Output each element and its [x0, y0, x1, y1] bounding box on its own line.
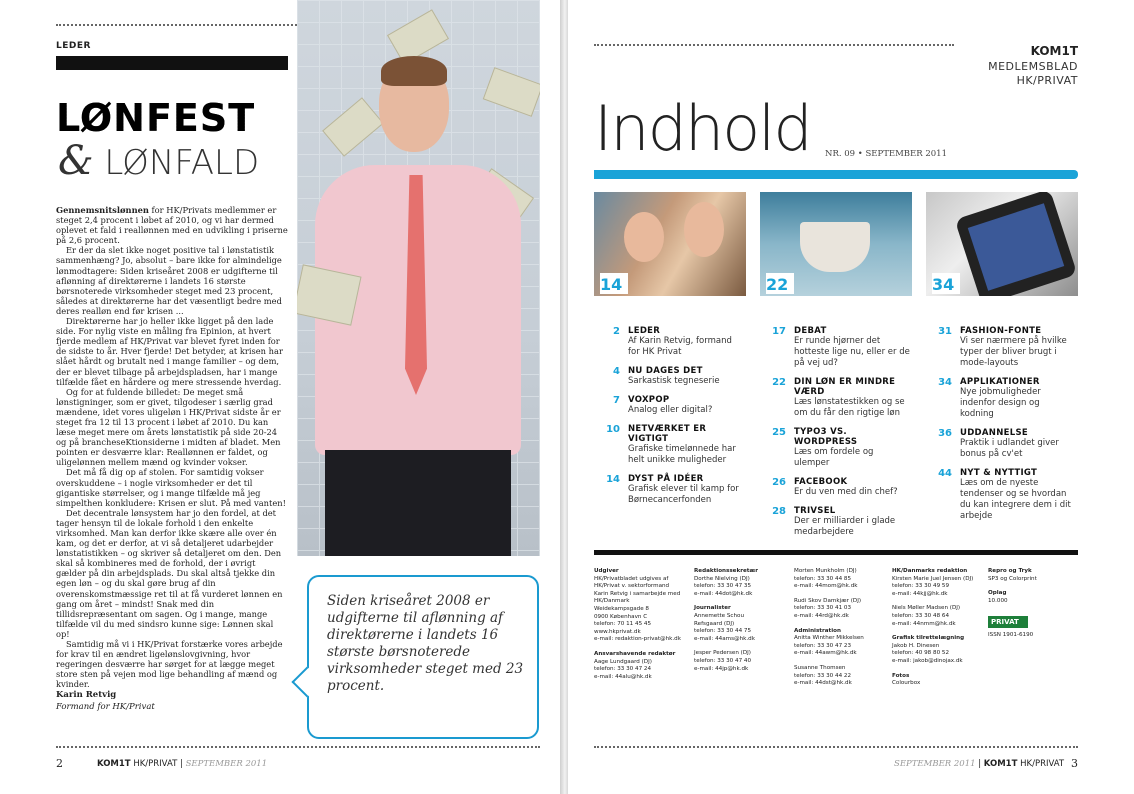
colophon-heading: HK/Danmarks redaktion — [892, 568, 968, 574]
colophon-heading: Journalister — [694, 605, 731, 612]
colophon-line: telefon: 70 11 45 45 — [594, 621, 652, 628]
colophon-line: telefon: 33 30 44 75 — [694, 628, 752, 635]
pull-quote — [307, 575, 539, 739]
colophon-line: Dorthe Nielving (DJ) — [694, 575, 750, 582]
toc-item[interactable]: 36 UDDANNELSE Praktik i udlandet giver bonus på cv'et — [938, 428, 1059, 459]
page-number: 3 — [1071, 757, 1078, 770]
toc-item[interactable]: 31 FASHION-FONTE Vi ser nærmere på hvilke typer der bliver brugt i mode-layouts — [938, 326, 1067, 368]
colophon-line: Morten Munkholm (DJ) — [794, 568, 857, 574]
colophon-line: SP3 og Colorprint — [988, 575, 1037, 582]
colophon-heading: Fotos — [892, 672, 910, 679]
colophon-line: Rudi Skov Damkjær (DJ) — [794, 597, 862, 604]
running-footer: KOM1T HK/PRIVAT | SEPTEMBER 2011 — [97, 759, 268, 769]
paragraph: Det må få dig op af stolen. For samtidig vokser overskuddene – i nogle virksomheder er det til gigantiske størrelser, og i mange tilfælde må jeg simpelthen konkludere: Krisen er slut. På med vanten! — [56, 467, 286, 508]
toc-item[interactable]: 44 NYT & NYTTIGT Læs om de nyeste tendenser og se hvordan du kan integrere dem i dit arbejde — [938, 468, 1071, 521]
paragraph: Samtidig må vi i HK/Privat forstærke vores arbejde for krav til en ændret ligelønslovgivning, hvor regeringen desværre har sørget for at lægge meget store sten på vejen mod lige behandling af mænd og kvinder. — [56, 639, 283, 690]
right-page — [568, 0, 1134, 794]
colophon-line: Colourbox — [892, 680, 921, 687]
thumbnail-page-number: 34 — [932, 273, 960, 294]
paragraph: Direktørerne har jo heller ikke ligget på den lade side. For nylig viste en måling fra Epinion, at hvert fjerde medlem af HK/Privat var blevet fyret inden for de sidste to år. Hver fjerde! Det betyder, at krisen har slået hårdt og brutalt ned i mange familier – og dem, der er blevet tilbage på arbejdspladsen, har i mange tilfælde fået en hårdere og mere stressende hverdag. — [56, 316, 283, 387]
colophon-heading: Administration — [794, 627, 841, 634]
toc-item[interactable]: 26 FACEBOOK Er du ven med din chef? — [772, 477, 898, 497]
colophon-column — [988, 568, 1080, 640]
hk-privat-logo: PRIVAT — [988, 616, 1028, 628]
colophon-line: HK/Privat v. sektorformand — [594, 583, 670, 590]
colophon-line: Jakob H. Dinesen — [892, 642, 940, 649]
colophon-line: e-mail: 44jp@hk.dk — [694, 665, 749, 672]
paragraph: Gennemsnitslønnen for HK/Privats medlemmer er steget 2,4 procent i løbet af 2010, og vi har dermed oplevet et fald i reallønnen med en udvikling i priserne på 2,6 procent. — [56, 205, 288, 246]
colophon-line: e-mail: 44mom@hk.dk — [794, 583, 858, 590]
colophon-heading: Oplag — [988, 590, 1007, 597]
colophon-line: e-mail: 44dst@hk.dk — [794, 680, 852, 687]
toc-item[interactable]: 7 VOXPOP Analog eller digital? — [613, 395, 713, 415]
toc-item[interactable]: 2 LEDER Af Karin Retvig, formand for HK Privat — [613, 326, 732, 357]
paragraph: Og for at fuldende billedet: De meget små lønstigninger, som er givet, tilgodeser i særlig grad mændene, idet vores uligeløn i HK/Privat sidste år er steget fra 12 til 13 procent i løbet af 2010. Du kan læse meget mere om årets lønstatistik på side 20-24 og på brancheseKtionsiderne i midten af bladet. Men pointen er desværre klar: Reallønnen er faldet, og uligelønnen mellem mænd og kvinder vokser. — [56, 386, 281, 468]
magazine-publisher: HK/PRIVAT — [1016, 74, 1078, 87]
colophon-line: www.hkprivat.dk — [594, 628, 641, 635]
colophon-line: telefon: 33 30 41 03 — [794, 605, 852, 612]
colophon-line: 0900 København C — [594, 613, 648, 620]
signature-role: Formand for HK/Privat — [56, 702, 155, 712]
colophon-line: telefon: 33 30 44 22 — [794, 672, 852, 679]
colophon-line: e-mail: 44dot@hk.dk — [694, 590, 753, 597]
colophon-line: Aage Lundgaard (DJ) — [594, 658, 652, 665]
colophon-line: Susanne Thomsen — [794, 664, 846, 671]
colophon-heading: Grafisk tilrettelægning — [892, 635, 965, 642]
toc-column-3 — [926, 326, 1076, 530]
magazine-subtitle: MEDLEMSBLAD — [988, 60, 1078, 73]
toc-item[interactable]: 25 TYPO3 VS. WORDPRESS Læs om fordele og ulemper — [772, 427, 874, 468]
page-title: Indhold — [594, 92, 811, 165]
colophon-line: Karin Retvig i samarbejde med — [594, 590, 681, 597]
paragraph: Er der da slet ikke noget positive tal i lønstatistik sammenhæng? Jo, absolut – bare ikke for almindelige lønmodtagere: Siden kriseåret 2008 er udgifterne til aflønning af direktørerne i landets 16 største børsnoterede virksomheder steget med 23 procent, således at direktørerne har det væsentligt bedre med deres realløn end før krisen ... — [56, 245, 282, 316]
colophon-heading: Repro og Tryk — [988, 568, 1032, 574]
colophon-heading: Ansvarshavende redaktør — [594, 650, 676, 657]
colophon-line: Weidekampsgade 8 — [594, 605, 649, 612]
colophon-line: telefon: 33 30 47 40 — [694, 657, 752, 664]
colophon-line: Anitta Winther Mikkelsen — [794, 635, 864, 642]
colophon-line: Refsgaard (DJ) — [694, 620, 735, 627]
colophon-line: telefon: 33 30 44 85 — [794, 575, 852, 582]
colophon-rule — [594, 550, 1078, 555]
paragraph: Det decentrale lønsystem har jo den fordel, at det tager hensyn til de lokale forhold i den enkelte virksomhed. Man kan derfor ikke skære alle over én kam, og det er derfor, at vi så detaljeret udarbejder lønstatistikken – og skriver så detaljeret om den. Den skal så kombineres med de forhold, der i øvrigt gælder på din arbejdsplads. Du skal altså tjekke din egen løn – og du skal gøre brug af din overenskomstmæssige ret til at få vurderet lønnen en gang om året – mindst! Snak med din tillidsrepræsentant om sagen. Og i mange, mange tilfælde vil du med sindsro kunne sige: Lønnen skal op! — [56, 507, 283, 639]
colophon-line: 10.000 — [988, 597, 1008, 604]
colophon-line: Annemette Schou — [694, 612, 744, 619]
toc-item[interactable]: 34 APPLIKATIONER Nye jobmuligheder indenfor design og kodning — [938, 377, 1041, 419]
thumbnail-34[interactable] — [926, 192, 1078, 296]
colophon-line: e-mail: redaktion-privat@hk.dk — [594, 636, 681, 643]
colophon-line: telefon: 33 30 49 59 — [892, 583, 950, 590]
left-page — [0, 0, 560, 794]
colophon-line: telefon: 33 30 47 23 — [794, 642, 852, 649]
colophon-line: e-mail: 44alu@hk.dk — [594, 673, 652, 680]
colophon-line: HK/Privatbladet udgives af — [594, 575, 669, 582]
colophon-heading: Udgiver — [594, 568, 619, 574]
colophon-line: e-mail: 44kjj@hk.dk — [892, 590, 948, 597]
colophon-line: e-mail: 44ams@hk.dk — [694, 635, 755, 642]
magazine-logo: KOM1T — [1030, 44, 1078, 58]
thumbnail-page-number: 22 — [766, 273, 794, 294]
toc-column-1 — [594, 326, 744, 514]
colophon-line: telefon: 33 30 47 24 — [594, 666, 652, 673]
thumbnail-22[interactable] — [760, 192, 912, 296]
toc-column-2 — [760, 326, 910, 546]
toc-item[interactable]: 4 NU DAGES DET Sarkastisk tegneserie — [613, 366, 720, 386]
spine — [560, 0, 568, 794]
colophon-line: Jesper Pedersen (DJ) — [694, 650, 751, 657]
thumbnail-page-number: 14 — [600, 273, 628, 294]
title-underline — [594, 170, 1078, 179]
bottom-dotted-rule — [594, 746, 1078, 748]
colophon-line: Niels Møller Madsen (DJ) — [892, 605, 961, 612]
toc-item[interactable]: 28 TRIVSEL Der er milliarder i glade medarbejdere — [772, 506, 896, 537]
colophon-line: telefon: 33 30 47 35 — [694, 583, 752, 590]
colophon-line: e-mail: 44nmm@hk.dk — [892, 620, 956, 627]
colophon-column — [794, 568, 886, 688]
colophon-column — [594, 568, 686, 681]
toc-item[interactable]: 17 DEBAT Er runde hjørner det hotteste lige nu, eller er de på vej ud? — [772, 326, 910, 368]
colophon-column — [892, 568, 984, 688]
colophon-heading: Redaktionssekretær — [694, 568, 759, 574]
colophon-column — [694, 568, 786, 673]
colophon-line: telefon: 33 30 48 64 — [892, 612, 950, 619]
toc-item[interactable]: 10 NETVÆRKET ER VIGTIGT Grafiske timelønnede har helt unikke muligheder — [606, 424, 736, 465]
colophon-line: HK/Danmark — [594, 598, 630, 605]
colophon-line: telefon: 40 98 80 52 — [892, 650, 950, 657]
top-dotted-rule — [594, 44, 954, 46]
toc-item[interactable]: 14 DYST PÅ IDÉER Grafisk elever til kamp for Børnecancerfonden — [606, 474, 739, 505]
colophon-line: e-mail: 44rd@hk.dk — [794, 612, 849, 619]
signature-name: Karin Retvig — [56, 690, 117, 700]
section-label: LEDER — [56, 41, 91, 51]
colophon-line: e-mail: 44awm@hk.dk — [794, 650, 857, 657]
colophon-line: ISSN 1901-6190 — [988, 632, 1034, 639]
issue-info: NR. 09 • SEPTEMBER 2011 — [825, 149, 947, 159]
headline-line2: & LØNFALD — [58, 138, 260, 184]
thumbnail-14[interactable] — [594, 192, 746, 296]
page-number: 2 — [56, 757, 63, 770]
pull-quote-text: Siden kriseåret 2008 er udgifterne til aflønning af direktørerne i landets 16 største børsnoterede virksomheder steget med 23 procent. — [327, 593, 524, 694]
running-footer: SEPTEMBER 2011 | KOM1T HK/PRIVAT — [894, 759, 1065, 769]
section-bar — [56, 56, 288, 70]
colophon-line: Kirsten Marie Juel Jensen (DJ) — [892, 575, 974, 582]
toc-item[interactable]: 22 DIN LØN ER MINDRE VÆRD Læs lønstatestikken og se om du får den rigtige løn — [772, 377, 905, 418]
colophon-line: e-mail: jakob@dinojax.dk — [892, 657, 963, 664]
bottom-dotted-rule — [56, 746, 540, 748]
headline-line1: LØNFEST — [56, 96, 256, 140]
